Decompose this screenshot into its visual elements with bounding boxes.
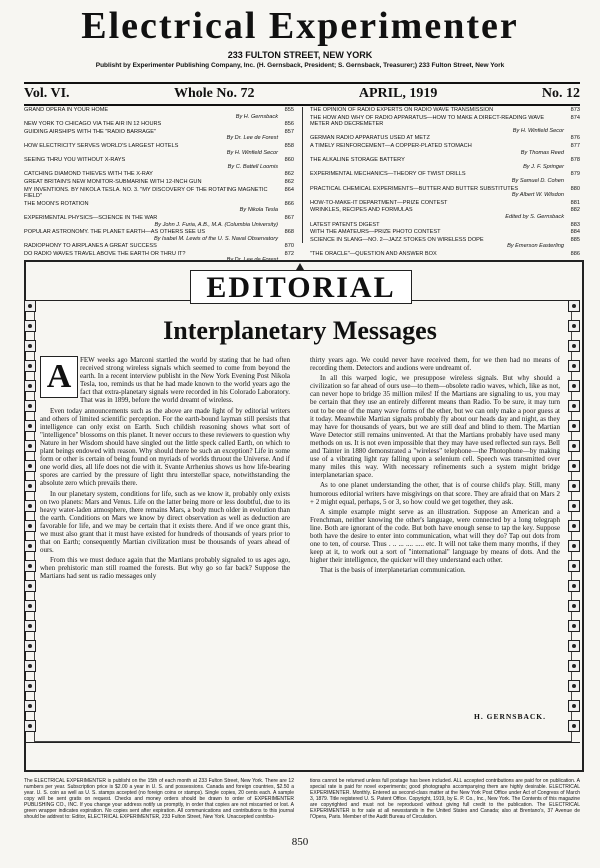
toc-entry-title: GUIDING AIRSHIPS WITH THE "RADIO BARRAGE" bbox=[24, 128, 156, 135]
toc-entry-title: THE OPINION OF RADIO EXPERTS ON RADIO WAVE TRANSMISSION bbox=[310, 107, 494, 113]
toc-entry-title: CATCHING DIAMOND THIEVES WITH THE X-RAY bbox=[24, 171, 153, 178]
toc-entry-page: 886 bbox=[570, 250, 580, 257]
toc-entry-page: 882 bbox=[570, 207, 580, 214]
ornament-tile-icon bbox=[568, 560, 580, 572]
editorial-banner: EDITORIAL bbox=[190, 270, 412, 304]
toc-entry bbox=[24, 179, 294, 186]
toc-entry bbox=[310, 157, 580, 164]
issue-date: APRIL, 1919 bbox=[358, 86, 438, 101]
toc-entry-author: By John J. Furia, A.B., M.A. (Columbia University) bbox=[154, 221, 278, 228]
toc-entry-page: 866 bbox=[284, 200, 294, 207]
ornament-tile-icon bbox=[568, 620, 580, 632]
ornament-tile-icon bbox=[568, 720, 580, 732]
toc-entry bbox=[310, 107, 580, 114]
article-headline: Interplanetary Messages bbox=[163, 316, 437, 345]
ornament-tile-icon bbox=[24, 600, 36, 612]
toc-entry-page: 862 bbox=[284, 171, 294, 178]
toc-entry-title: GRAND OPERA IN YOUR HOME bbox=[24, 107, 109, 113]
article-paragraph: Even today announcements such as the above are made light of by editorial writers and others of limited scientific perception. For the earth-bound layman still persists that intelligence can only exist on Earth. Such childish reasoning shows what sort of "intelligence" blossoms on this planet. It never occurs to these reviewers to question why Nature in her Wisdom should have singled out the little speck called Earth, on which to plant beings endowed with reason. Why should there be such an exception? Life in some form or other is certain of being found on myriads of worlds thruout the Universe. And if one world dies, all life does not die with it. Svante Arrhenius shows us how life-bearing spores are carried by the pressure of light thru interstellar space, notwithstanding the absolute zero which prevails there. bbox=[40, 406, 290, 488]
toc-entry-title: POPULAR ASTRONOMY. THE PLANET EARTH—AS OTHERS SEE US bbox=[24, 229, 206, 236]
article-paragraph: That is the basis of interplanetarian communication. bbox=[320, 566, 466, 575]
toc-entry-page: 873 bbox=[570, 107, 580, 113]
ornament-tile-icon bbox=[24, 340, 36, 352]
toc-entry-title: SEEING THRU YOU WITHOUT X-RAYS bbox=[24, 157, 126, 164]
toc-entry-page: 867 bbox=[284, 214, 294, 221]
toc-entry bbox=[24, 201, 294, 208]
toc-entry-author: By Nikola Tesla bbox=[239, 207, 278, 214]
toc-entry-author: By C. Battell Loomis bbox=[227, 163, 278, 170]
toc-divider bbox=[302, 107, 303, 243]
drop-cap: A bbox=[40, 356, 78, 398]
toc-entry-page: 855 bbox=[284, 107, 294, 113]
article-paragraph: In our planetary system, conditions for life, such as we know it, probably only exists on two planets: Mars and Venus. Life on the latter being more or less doubtful, due to its heavy water-laden atmosphere, there remains Mars, a body much older in evolution than the earth. Conditions on Mars we know by direct observation as well as deduction are favorable for life, and we may be certain that it exists there. And if we once grant this, we must also grant that it must have existed for hundreds of thousands of years prior to that on Earth; consequently Martian civilization must be thousands of years ahead of ours. bbox=[40, 489, 290, 555]
ornament-tile-icon bbox=[24, 400, 36, 412]
toc-entry-title: THE MOON'S ROTATION bbox=[24, 200, 89, 207]
toc-entry-title: PRACTICAL CHEMICAL EXPERIMENTS—BUTTER AND BUTTER SUBSTITUTES bbox=[310, 185, 519, 192]
toc-entry bbox=[310, 171, 580, 178]
toc-entry bbox=[310, 251, 580, 258]
toc-entry-page: 870 bbox=[284, 243, 294, 250]
toc-entry-page: 876 bbox=[570, 135, 580, 142]
toc-entry-page: 877 bbox=[570, 142, 580, 149]
toc-entry bbox=[310, 237, 580, 244]
toc-entry-title: HOW-TO-MAKE-IT DEPARTMENT—PRIZE CONTEST bbox=[310, 199, 448, 206]
toc-entry-title: LATEST PATENTS DIGEST bbox=[310, 221, 380, 228]
toc-entry bbox=[24, 215, 294, 222]
ornament-tile-icon bbox=[568, 420, 580, 432]
ornament-tile-icon bbox=[568, 680, 580, 692]
ornament-tile-icon bbox=[568, 440, 580, 452]
issue-number: No. 12 bbox=[541, 86, 580, 101]
toc-entry-title: EXPERIMENTAL MECHANICS—THEORY OF TWIST DRILLS bbox=[310, 171, 466, 178]
toc-entry bbox=[310, 135, 580, 142]
ornament-tile-icon bbox=[24, 680, 36, 692]
toc-entry-title: WITH THE AMATEURS—PRIZE PHOTO CONTEST bbox=[310, 229, 441, 236]
toc-entry bbox=[24, 171, 294, 178]
toc-entry-page: 868 bbox=[284, 229, 294, 236]
toc-entry-page: 884 bbox=[570, 229, 580, 236]
toc-entry bbox=[24, 229, 294, 236]
ornament-tile-icon bbox=[24, 380, 36, 392]
toc-entry-page: 864 bbox=[284, 186, 294, 193]
toc-entry-title: GREAT BRITAIN'S NEW MONITOR-SUBMARINE WITH 12-INCH GUN bbox=[24, 178, 202, 185]
toc-entry-title: MY INVENTIONS. BY NIKOLA TESLA. NO. 3. "MY DISCOVERY OF THE ROTATING MAGNETIC FIELD" bbox=[24, 186, 268, 200]
ornament-tile-icon bbox=[568, 520, 580, 532]
toc-entry-author: By Thomas Reed bbox=[520, 149, 564, 156]
ornament-tile-icon bbox=[24, 420, 36, 432]
toc-entry bbox=[24, 121, 294, 128]
toc-entry-author: By Emerson Easterling bbox=[507, 243, 564, 250]
article-paragraph: A simple example might serve as an illustration. Suppose an American and a Frenchman, neither knowing the other's language, were connected by a long telegraph line. Both are ignorant of the code. But both have enough sense to tap the key. Suppose both have the desire to enter into communication, what will they do? Tap out dots from one to ten, of course. Thus . .. ... .... ..... etc. It will not take them many months, if they keep at it, to work out a sort of "international" language by means of dots. And the higher their intelligence, the quicker will they understand each other. bbox=[310, 507, 560, 565]
ornament-tile-icon bbox=[24, 640, 36, 652]
magazine-title: Electrical Experimenter bbox=[81, 5, 519, 47]
toc-entry-page: 885 bbox=[570, 236, 580, 243]
toc-entry-author: By Dr. Lee de Forest bbox=[226, 257, 278, 264]
toc-entry-title: HOW ELECTRICITY SERVES WORLD'S LARGEST HOTELS bbox=[24, 142, 179, 149]
ornament-tile-icon bbox=[568, 380, 580, 392]
ornament-tile-icon bbox=[568, 500, 580, 512]
ornament-tile-icon bbox=[568, 320, 580, 332]
toc-entry-page: 856 bbox=[284, 121, 294, 128]
toc-entry-title: RADIOPHONY TO AIRPLANES A GREAT SUCCESS bbox=[24, 243, 157, 250]
notice-column-right: tions cannot be returned unless full postage has been included. ALL accepted contributions are paid for on publication. A special rate is paid for novel experiments; good photographs accompanying them are highly desirable. ELECTRICAL EXPERIMENTER. Monthly. Entered as second-class matter at the New York Post Office under Act of Congress of March 3, 1879. Title registered U. S. Patent Office. Copyright, 1919, by E. P. Co., Inc., New York. The Contents of this magazine are copyrighted and must not be reproduced without giving full credit to the publication. The ELECTRICAL EXPERIMENTER is for sale at all newsstands in the United States and Canada; also at Brentano's, 37 Avenue de l'Opera, Paris. Member of the Audit Bureau of Circulation. bbox=[310, 778, 580, 820]
ornament-tile-icon bbox=[568, 700, 580, 712]
toc-entry-page: 878 bbox=[570, 157, 580, 164]
toc-entry-author: By H. Winfield Secor bbox=[226, 149, 278, 156]
toc-entry-title: THE HOW AND WHY OF RADIO APPARATUS—HOW TO MAKE A DIRECT-READING WAVE METER AND DECREMETER bbox=[310, 114, 545, 128]
ornament-tile-icon bbox=[24, 660, 36, 672]
toc-entry-page: 880 bbox=[570, 185, 580, 192]
decorative-tile-column-left bbox=[24, 300, 38, 740]
issue-bar bbox=[24, 82, 580, 106]
ornament-tile-icon bbox=[24, 560, 36, 572]
masthead bbox=[0, 4, 600, 69]
notice-column-left: The ELECTRICAL EXPERIMENTER is publisht on the 15th of each month at 233 Fulton Street, New York. There are 12 numbers per year. Subscription price is $2.00 a year in U. S. and possessions. Canada and foreign countries, $2.50 a year. U. S. coin as well as U. S. stamps accepted (no foreign coins or stamps). Single copies, 20 cents each. A sample copy will be sent gratis on request. Checks and money orders should be drawn to order of EXPERIMENTER PUBLISHING CO., INC. If you change your address notify us promptly, in order that copies are not miscarried or lost. A green wrapper indicates expiration. No copies sent after expiration. All communications and contributions to this journal should be addrest to: Editor, ELECTRICAL EXPERIMENTER, 233 Fulton Street, New York. Unaccepted contribu- bbox=[24, 778, 294, 820]
toc-entry-page: 872 bbox=[284, 250, 294, 257]
ornament-tile-icon bbox=[24, 480, 36, 492]
editorial-article bbox=[40, 356, 560, 726]
page-number: 850 bbox=[291, 836, 309, 848]
toc-entry bbox=[24, 243, 294, 250]
toc-entry-title: A TIMELY REINFORCEMENT—A COPPER-PLATED STOMACH bbox=[310, 142, 472, 149]
toc-entry bbox=[24, 251, 294, 258]
article-paragraph: thirty years ago. We could never have received them, for we then had no means of recording them. Detectors and audions were undreamt of. bbox=[310, 356, 560, 373]
toc-entry-author: By Samuel D. Cohen bbox=[511, 177, 564, 184]
toc-entry-author: By Isabel M. Lewis of the U. S. Naval Observatory bbox=[153, 235, 278, 242]
toc-entry-page: 879 bbox=[570, 171, 580, 178]
toc-entry-author: Edited by S. Gernsback bbox=[505, 213, 564, 220]
toc-entry-title: EXPERIMENTAL PHYSICS—SCIENCE IN THE WAR bbox=[24, 214, 158, 221]
author-signature: H. GERNSBACK. bbox=[474, 712, 546, 721]
article-paragraph: As to one planet understanding the other, that is of course child's play. Still, many humorous editorial writers have misgivings on that score. They are afraid that on Mars 2 + 2 might equal, perhaps, 5 or 3, so how could we get together, they ask. bbox=[310, 481, 560, 506]
toc-entry-author: By J. F. Springer bbox=[523, 163, 564, 170]
article-column-right bbox=[310, 356, 560, 576]
ornament-tile-icon bbox=[568, 660, 580, 672]
table-of-contents bbox=[24, 107, 580, 264]
ornament-tile-icon bbox=[24, 440, 36, 452]
toc-entry bbox=[24, 143, 294, 150]
decorative-tile-column-right bbox=[568, 300, 582, 740]
toc-entry-page: 883 bbox=[570, 221, 580, 228]
article-paragraph: In all this warped logic, we presuppose wireless signals. But why should a civilization so far ahead of ours use—to them—obsolete radio waves, which, like as not, can never hope to bridge 35 million miles! If the Martians are signaling to us, you may be certain that they use an entirely different means than Radio. To be sure, it may turn out to be one of the many wave forms of the ether, but we can only make a poor guess at it today. Meanwhile Martian signals probably fly about our heads day and night, as they may have for thousands of years, but we are still deaf and blind to them. The Martian Wave Detector still remains uninvented. At that the Martians probably have used many methods on us. It is not even impossible that they may have used reflected sun rays. Bell and Tainter in 1880 demonstrated a "wireless" telephone—the Photophone—by making use of a vibrating light ray falling upon a selenium cell. Speech was transmitted over many miles this way. With necessary refinements such a system might bridge interplanetarian space. bbox=[310, 374, 560, 480]
publisher-address: 233 FULTON STREET, NEW YORK bbox=[227, 50, 373, 60]
toc-column-right bbox=[310, 107, 580, 258]
volume-label: Vol. VI. bbox=[24, 86, 70, 101]
toc-entry bbox=[24, 187, 294, 200]
ornament-tile-icon bbox=[568, 460, 580, 472]
ornament-tile-icon bbox=[24, 300, 36, 312]
toc-entry-page: 881 bbox=[570, 199, 580, 206]
toc-entry bbox=[310, 115, 580, 128]
ornament-tile-icon bbox=[568, 360, 580, 372]
toc-entry-title: THE ALKALINE STORAGE BATTERY bbox=[310, 157, 405, 164]
toc-entry-title: "THE ORACLE"—QUESTION AND ANSWER BOX bbox=[310, 250, 437, 257]
toc-entry bbox=[24, 129, 294, 136]
toc-entry bbox=[310, 200, 580, 207]
whole-number: Whole No. 72 bbox=[173, 86, 255, 101]
toc-entry-author: By H. Gernsback bbox=[235, 113, 278, 120]
toc-entry bbox=[310, 207, 580, 214]
toc-entry-page: 862 bbox=[284, 178, 294, 185]
ornament-tile-icon bbox=[568, 540, 580, 552]
ornament-tile-icon bbox=[568, 600, 580, 612]
toc-entry bbox=[24, 157, 294, 164]
ornament-tile-icon bbox=[568, 640, 580, 652]
article-paragraph: FEW weeks ago Marconi startled the world by stating that he had often received strong wireless signals which seemed to come from beyond the earth. In a recent interview publisht in the New York Evening Post Nikola Tesla, too, reminds us that he had made known to the world years ago the fact that extra-planetary signals were recorded in his Colorado Laboratory. That was in 1899, before the world dreamt of wireless. bbox=[80, 356, 290, 405]
ornament-tile-icon bbox=[568, 400, 580, 412]
ornament-tile-icon bbox=[568, 300, 580, 312]
toc-entry-page: 857 bbox=[284, 128, 294, 135]
ornament-tile-icon bbox=[568, 340, 580, 352]
publisher-line: Publisht by Experimenter Publishing Company, Inc. (H. Gernsback, President; S. Gernsback, Treasurer;) 233 Fulton Street, New York bbox=[95, 62, 505, 69]
ornament-tile-icon bbox=[24, 620, 36, 632]
ornament-tile-icon bbox=[24, 580, 36, 592]
toc-entry-page: 860 bbox=[284, 157, 294, 164]
toc-entry bbox=[310, 229, 580, 236]
toc-entry-page: 874 bbox=[570, 114, 580, 121]
article-paragraph: From this we must deduce again that the Martians probably signaled to us ages ago, when prehistoric man still roamed the forests. But why go so far back? Suppose the Martians had sent us radio messages only bbox=[40, 556, 290, 581]
toc-column-left bbox=[24, 107, 294, 265]
toc-entry-author: By Dr. Lee de Forest bbox=[226, 135, 278, 142]
ornament-tile-icon bbox=[24, 720, 36, 732]
publication-notice bbox=[24, 778, 580, 828]
toc-entry-author: By H. Winfield Secor bbox=[512, 127, 564, 134]
ornament-tile-icon bbox=[568, 580, 580, 592]
ornament-tile-icon bbox=[568, 480, 580, 492]
toc-entry bbox=[310, 222, 580, 229]
toc-entry bbox=[310, 186, 580, 193]
toc-entry-title: NEW YORK TO CHICAGO VIA THE AIR IN 12 HOURS bbox=[24, 121, 162, 128]
ornament-tile-icon bbox=[24, 320, 36, 332]
ornament-tile-icon bbox=[24, 460, 36, 472]
ornament-tile-icon bbox=[24, 360, 36, 372]
ornament-tile-icon bbox=[24, 500, 36, 512]
ornament-tile-icon bbox=[24, 520, 36, 532]
ornament-tile-icon bbox=[24, 700, 36, 712]
toc-entry bbox=[24, 107, 294, 114]
toc-entry bbox=[310, 143, 580, 150]
toc-entry-title: GERMAN RADIO APPARATUS USED AT METZ bbox=[310, 135, 430, 142]
toc-entry-title: SCIENCE IN SLANG—NO. 2—JAZZ STOKES ON WIRELESS DOPE bbox=[310, 236, 484, 243]
toc-entry-title: DO RADIO WAVES TRAVEL ABOVE THE EARTH OR THRU IT? bbox=[24, 250, 186, 257]
toc-entry-author: By Albert W. Wilsdon bbox=[511, 192, 564, 199]
toc-entry-page: 858 bbox=[284, 142, 294, 149]
bottom-ornament-band bbox=[24, 742, 580, 769]
ornament-tile-icon bbox=[24, 540, 36, 552]
toc-entry-title: WRINKLES, RECIPES AND FORMULAS bbox=[310, 207, 413, 214]
